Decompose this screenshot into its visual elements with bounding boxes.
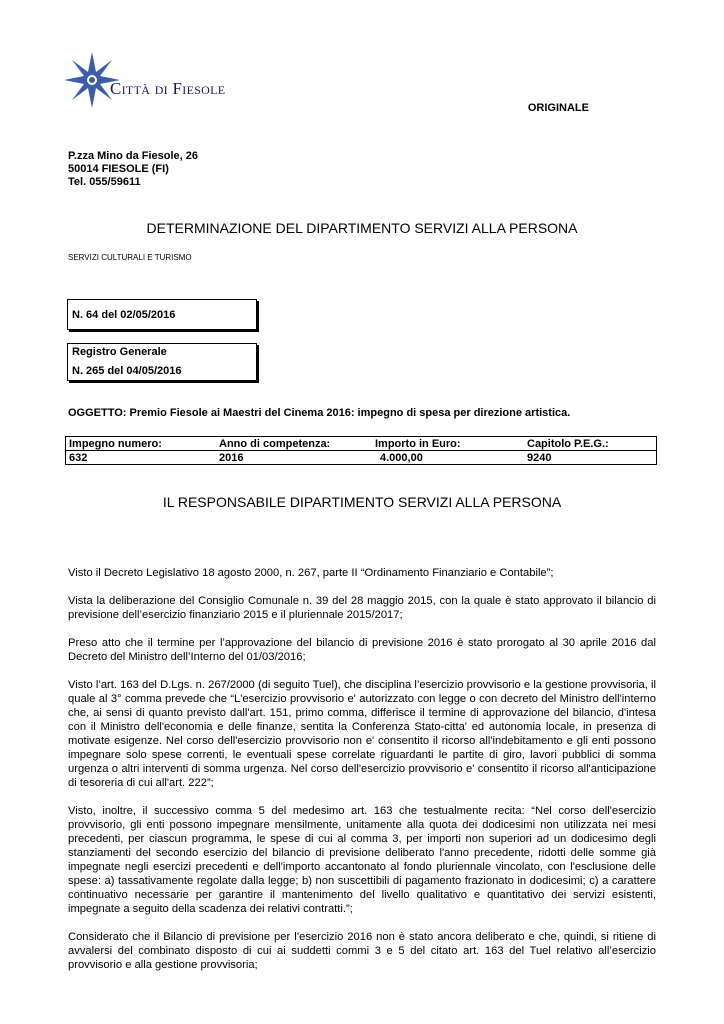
document-title: DETERMINAZIONE DEL DIPARTIMENTO SERVIZI ALLA PERSONA <box>146 220 578 236</box>
paragraph: Visto l’art. 163 del D.Lgs. n. 267/2000 (di seguito Tuel), che disciplina l’esercizio provvisorio e la gestione provvisoria, il quale al 3° comma prevede che “L'esercizio provvisorio e' autorizzato con legge o con decreto del Ministro dell'interno che, ai sensi di quanto previsto dall'art. 151, primo comma, differisce il termine di approvazione del bilancio, d'intesa con il Ministro dell'economia e delle finanze, sentita la Conferenza Stato-citta' ed autonomia locale, in presenza di motivate esigenze. Nel corso dell'esercizio provvisorio non e' consentito il ricorso all'indebitamento e gli enti possono impegnare solo spese correnti, le eventuali spese correlate riguardanti le partite di giro, lavori pubblici di somma urgenza o altri interventi di somma urgenza. Nel corso dell'esercizio provvisorio e' consentito il ricorso all'anticipazione di tesoreria di cui all'art. 222”; <box>68 679 656 789</box>
paragraph: Visto il Decreto Legislativo 18 agosto 2000, n. 267, parte II “Ordinamento Finanziario e Contabile”; <box>68 567 554 579</box>
table-cell: 9240 <box>524 451 657 465</box>
table-row <box>66 451 657 465</box>
address-line: Tel. 055/59611 <box>68 176 141 188</box>
table-cell: 632 <box>66 451 217 465</box>
address-line: 50014 FIESOLE (FI) <box>68 163 169 175</box>
table-cell: 2016 <box>216 451 372 465</box>
paragraph: Vista la deliberazione del Consiglio Comunale n. 39 del 28 maggio 2015, con la quale è stato approvato il bilancio di previsione dell’esercizio finanziario 2015 e il pluriennale 2015/2017; <box>68 595 656 621</box>
table-cell: 4.000,00 <box>372 451 524 465</box>
office-name: SERVIZI CULTURALI E TURISMO <box>68 253 192 262</box>
subject-line: OGGETTO: Premio Fiesole ai Maestri del Cinema 2016: impegno di spesa per direzione artistica. <box>68 407 571 419</box>
determination-number: N. 64 del 02/05/2016 <box>72 309 176 321</box>
number-box <box>67 299 257 330</box>
header-cell: Capitolo P.E.G.: <box>524 437 657 451</box>
impegno-table <box>65 436 657 465</box>
paragraph: Considerato che il Bilancio di previsione per l’esercizio 2016 non è stato ancora deliberato e che, quindi, si ritiene di avvalersi del combinato disposto di cui ai suddetti commi 3 e 5 del citato art. 163 del Tuel relativo all’esercizio provvisorio e alla gestione provvisoria; <box>68 931 656 971</box>
registro-value: N. 265 del 04/05/2016 <box>72 365 182 377</box>
registro-label: Registro Generale <box>72 346 167 358</box>
paragraph: Visto, inoltre, il successivo comma 5 del medesimo art. 163 che testualmente recita: “Nel corso dell'esercizio provvisorio, gli enti possono impegnare mensilmente, unitamente alla quota dei dodicesimi non utilizzata nei mesi precedenti, per ciascun programma, le spese di cui al comma 3, per importi non superiori ad un dodicesimo degli stanziamenti del secondo esercizio del bilancio di previsione deliberato l'anno precedente, ridotti delle somme già impegnate negli esercizi precedenti e dell'importo accantonato al fondo pluriennale vincolato, con l'esclusione delle spese: a) tassativamente regolate dalla legge; b) non suscettibili di pagamento frazionato in dodicesimi; c) a carattere continuativo necessarie per garantire il mantenimento del livello qualitativo e quantitativo dei servizi esistenti, impegnate a seguito della scadenza dei relativi contratti.”; <box>68 805 656 915</box>
registro-box <box>67 343 257 381</box>
address-line: P.zza Mino da Fiesole, 26 <box>68 150 199 162</box>
city-name: Città di Fiesole <box>110 79 226 98</box>
header-cell: Importo in Euro: <box>372 437 524 451</box>
status-label: ORIGINALE <box>527 102 589 114</box>
address-block <box>68 150 198 189</box>
header-cell: Anno di competenza: <box>216 437 372 451</box>
paragraph: Preso atto che il termine per l’approvazione del bilancio di previsione 2016 è stato prorogato al 30 aprile 2016 dal Decreto del Ministro dell’Interno del 01/03/2016; <box>68 637 656 663</box>
responsabile-heading: IL RESPONSABILE DIPARTIMENTO SERVIZI ALLA PERSONA <box>162 494 562 510</box>
header-cell: Impegno numero: <box>66 437 217 451</box>
table-header-row <box>66 437 657 451</box>
